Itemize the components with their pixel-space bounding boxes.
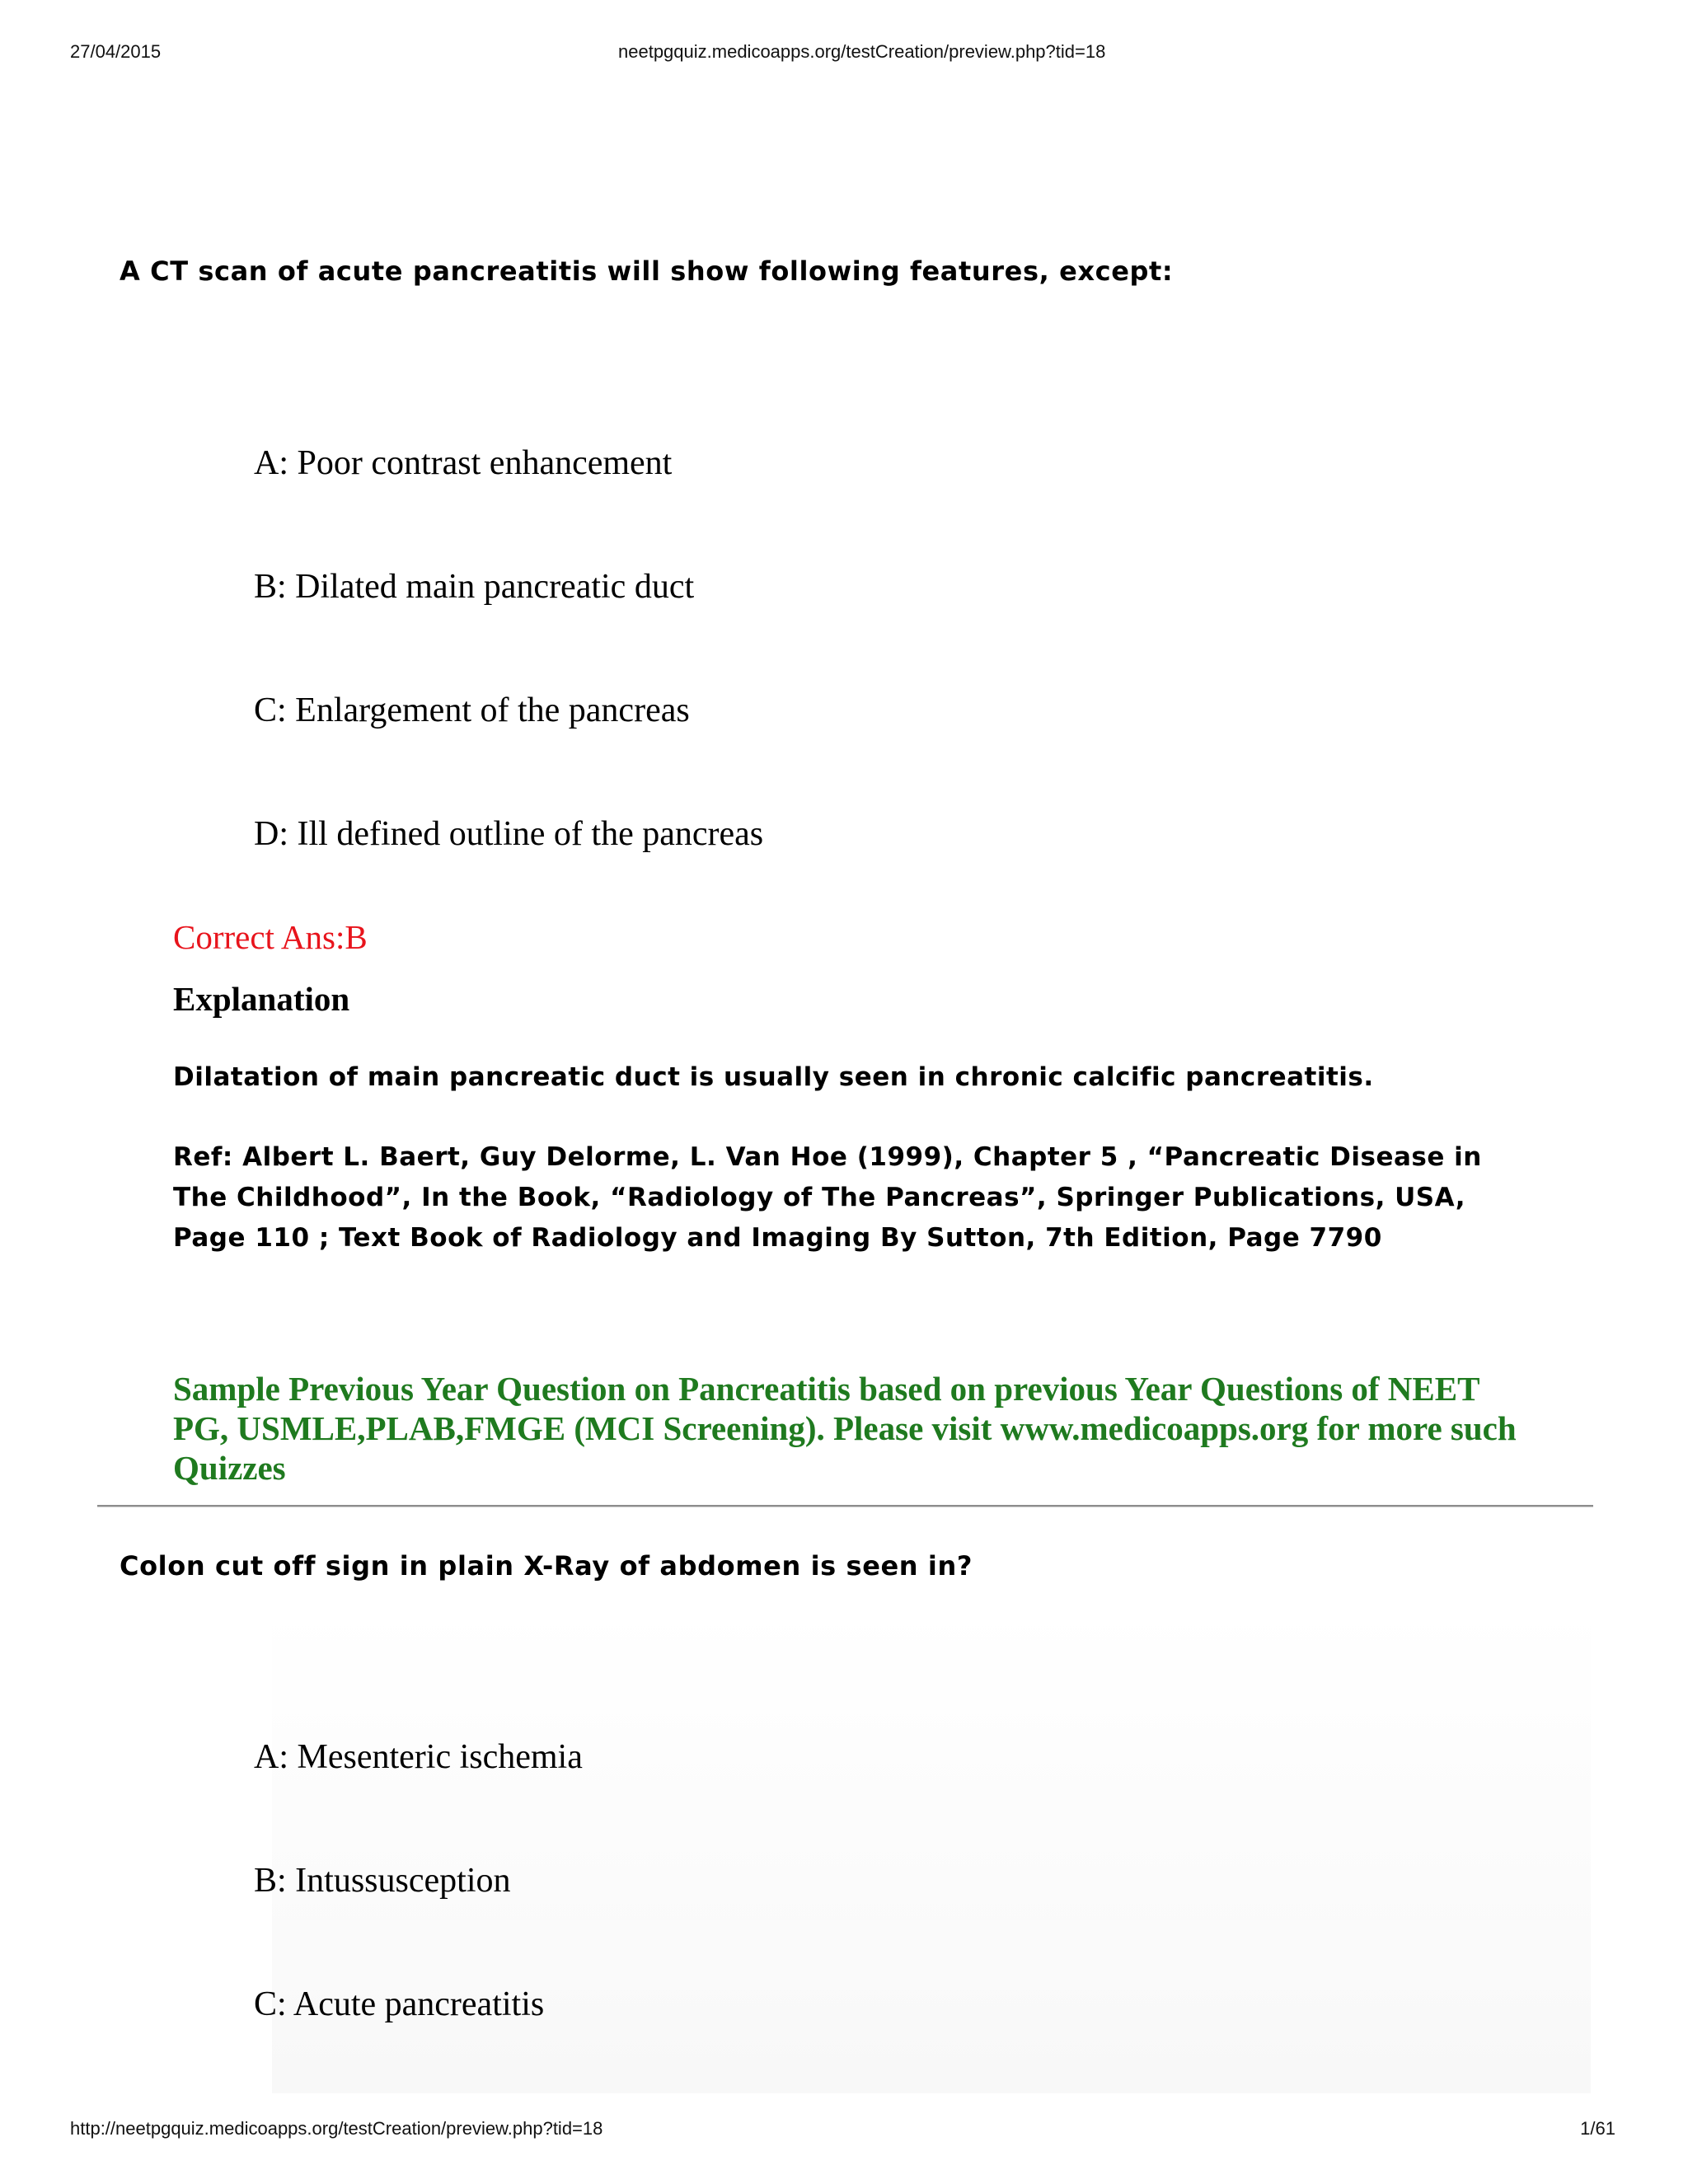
- print-date: 27/04/2015: [70, 41, 162, 62]
- question-1-text: A CT scan of acute pancreatitis will show following features, except:: [120, 255, 1174, 287]
- question-1-option-a: A: Poor contrast enhancement: [254, 444, 673, 482]
- question-2-option-b: B: Intussusception: [254, 1862, 511, 1900]
- page-number: 1/61: [1580, 2118, 1615, 2139]
- question-1-option-c: C: Enlargement of the pancreas: [254, 691, 690, 729]
- question-2-option-c: C: Acute pancreatitis: [254, 1985, 545, 2023]
- explanation-heading: Explanation: [173, 980, 350, 1018]
- correct-answer: Correct Ans:B: [173, 918, 368, 956]
- explanation-reference: Ref: Albert L. Baert, Guy Delorme, L. Van Hoe (1999), Chapter 5 , “Pancreatic Disease in The Childhood”, In the Book, “Radiology of The Pancreas”, Springer Publications, USA, Page 110 ; Text Book of Radiology and Imaging By Sutton, 7th Edition, Page 7790: [173, 1142, 1482, 1253]
- print-footer-url: http://neetpgquiz.medicoapps.org/testCreation/preview.php?tid=18: [70, 2118, 603, 2139]
- print-header-url: neetpgquiz.medicoapps.org/testCreation/preview.php?tid=18: [618, 41, 1106, 62]
- question-1-option-b: B: Dilated main pancreatic duct: [254, 568, 695, 606]
- question-2-option-a: A: Mesenteric ischemia: [254, 1738, 583, 1776]
- promo-text: Sample Previous Year Question on Pancreatitis based on previous Year Questions of NEET PG, USMLE,PLAB,FMGE (MCI Screening). Please visit www.medicoapps.org for more such Quizzes: [173, 1370, 1517, 1487]
- explanation-text: Dilatation of main pancreatic duct is usually seen in chronic calcific pancreatitis.: [173, 1062, 1374, 1092]
- question-1-option-d: D: Ill defined outline of the pancreas: [254, 815, 764, 853]
- question-divider: [97, 1505, 1593, 1507]
- question-2-text: Colon cut off sign in plain X-Ray of abdomen is seen in?: [120, 1550, 973, 1582]
